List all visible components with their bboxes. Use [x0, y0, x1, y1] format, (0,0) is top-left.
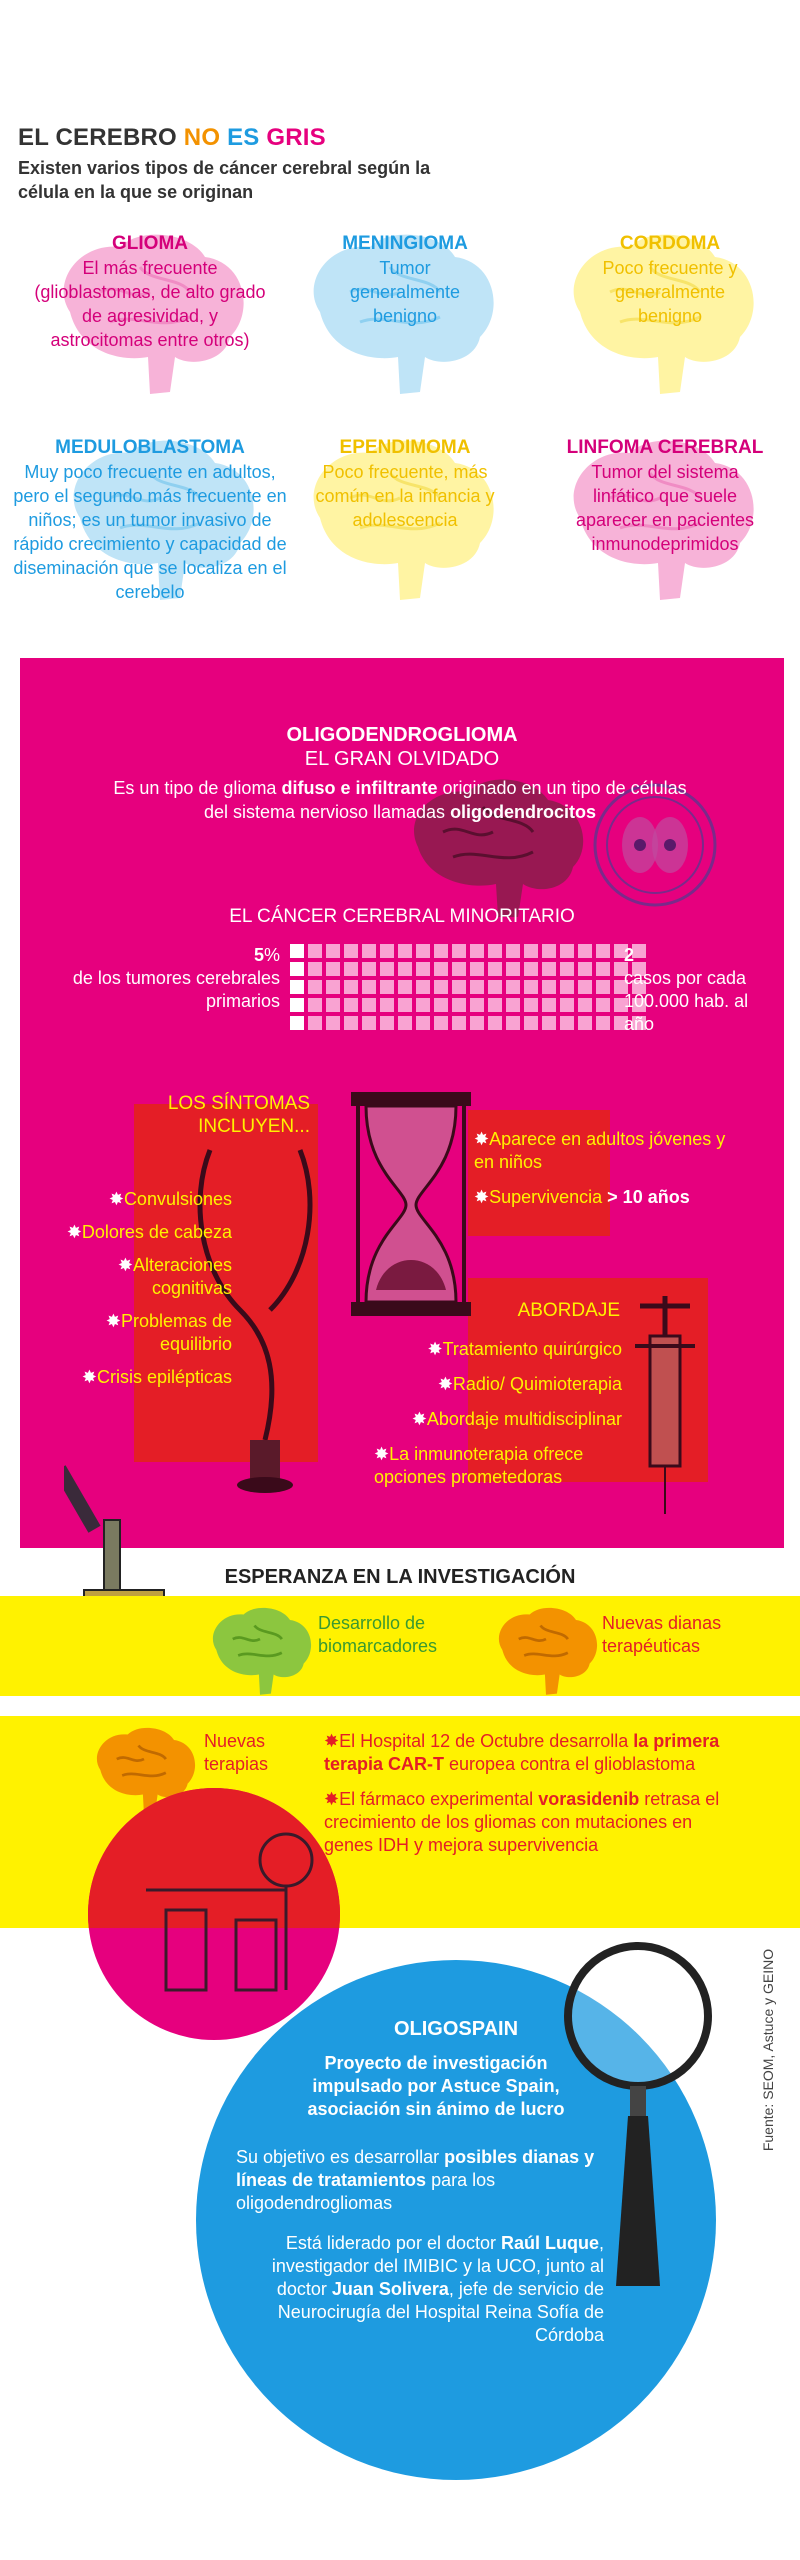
oligo-desc-b: difuso e infiltrante [281, 778, 438, 798]
waffle-square [596, 980, 610, 994]
waffle-square [344, 998, 358, 1012]
waffle-square [542, 944, 556, 958]
waffle-square [452, 962, 466, 976]
oligo-subtitle: EL GRAN OLVIDADO [304, 748, 500, 770]
oligo-description [100, 776, 700, 824]
waffle-square [506, 1016, 520, 1030]
brain-icon-green [200, 1600, 320, 1700]
therapies-text: Nuevas terapias [204, 1731, 269, 1774]
waffle-square [344, 962, 358, 976]
waffle-square [434, 998, 448, 1012]
brain-icon-orange-1 [486, 1600, 606, 1700]
waffle-square [524, 1016, 538, 1030]
treatment-item: ✸Abordaje multidisciplinar [411, 1409, 622, 1429]
waffle-square [398, 998, 412, 1012]
waffle-square [380, 998, 394, 1012]
rate-value: 2 [624, 945, 635, 965]
research-bullet: ✸El Hospital 12 de Octubre desarrolla la primera terapia CAR-T europea contra el glioblastoma [324, 1731, 720, 1774]
waffle-square [326, 962, 340, 976]
waffle-square [488, 1016, 502, 1030]
waffle-square [380, 980, 394, 994]
type-desc: Muy poco frecuente en adultos, pero el segundo más frecuente en niños; es un tumor invasivo de rápido crecimiento y capacidad de diseminación que se localiza en el cerebelo [13, 462, 287, 602]
lab-glassware-icon [136, 1820, 336, 2000]
targets-text: Nuevas dianas terapéuticas [602, 1613, 722, 1656]
waffle-chart [290, 944, 646, 1030]
waffle-square [542, 998, 556, 1012]
waffle-square [470, 1016, 484, 1030]
type-card-meningioma [300, 232, 510, 328]
waffle-square [380, 944, 394, 958]
treatment-heading: ABORDAJE [517, 1300, 620, 1321]
waffle-square [326, 944, 340, 958]
waffle-square [326, 998, 340, 1012]
waffle-square [308, 1016, 322, 1030]
waffle-square [470, 962, 484, 976]
type-name: MENINGIOMA [342, 233, 468, 254]
waffle-square [380, 1016, 394, 1030]
symptom-item: ✸Crisis epilépticas [81, 1367, 232, 1387]
waffle-square [596, 944, 610, 958]
waffle-square [452, 944, 466, 958]
waffle-square [362, 998, 376, 1012]
waffle-square [524, 998, 538, 1012]
waffle-square [488, 962, 502, 976]
waffle-square [488, 944, 502, 958]
waffle-square [434, 1016, 448, 1030]
type-card-glioma [30, 232, 270, 352]
waffle-square [506, 962, 520, 976]
waffle-square [596, 1016, 610, 1030]
waffle-square [524, 980, 538, 994]
fact-item: ✸Aparece en adultos jóvenes y en niños [474, 1129, 726, 1172]
type-name: CORDOMA [619, 233, 721, 254]
waffle-square [416, 980, 430, 994]
type-card-meduloblastoma [10, 436, 290, 604]
waffle-square [578, 962, 592, 976]
treatment-item: ✸La inmunoterapia ofrece opciones prometedoras [374, 1444, 584, 1487]
waffle-square [434, 944, 448, 958]
page-subtitle: Existen varios tipos de cáncer cerebral según la célula en la que se originan [18, 158, 431, 202]
waffle-square [398, 1016, 412, 1030]
symptom-item: ✸Alteraciones cognitivas [117, 1255, 232, 1298]
waffle-square [596, 998, 610, 1012]
research-heading: ESPERANZA EN LA INVESTIGACIÓN [224, 1566, 576, 1588]
title-part-2: NO [183, 124, 221, 151]
oligo-desc-c: originado en un tipo de células del sistema nervioso llamadas [203, 778, 687, 822]
waffle-square [398, 944, 412, 958]
waffle-square [560, 944, 574, 958]
oligospain-title: OLIGOSPAIN [393, 2018, 519, 2040]
waffle-square [578, 1016, 592, 1030]
symptom-item: ✸Convulsiones [108, 1189, 232, 1209]
waffle-square [506, 980, 520, 994]
waffle-square [578, 998, 592, 1012]
oligospain-lead: Proyecto de investigación impulsado por Astuce Spain, asociación sin ánimo de lucro [307, 2053, 565, 2119]
waffle-square [560, 1016, 574, 1030]
title-part-3: ES [220, 124, 267, 151]
waffle-square [488, 980, 502, 994]
waffle-square [470, 944, 484, 958]
waffle-square [362, 1016, 376, 1030]
waffle-square [344, 944, 358, 958]
type-desc: El más frecuente (glioblastomas, de alto grado de agresividad, y astrocitomas entre otros) [34, 258, 266, 350]
type-card-ependimoma [310, 436, 500, 532]
oligo-desc-d: oligodendrocitos [450, 802, 597, 822]
waffle-square [434, 962, 448, 976]
type-name: MEDULOBLASTOMA [55, 437, 245, 458]
research-bullets [324, 1730, 720, 1857]
stats-heading: EL CÁNCER CEREBRAL MINORITARIO [229, 906, 575, 927]
waffle-square [506, 944, 520, 958]
stat-rate [624, 944, 764, 1036]
symptoms-list [60, 1188, 232, 1389]
waffle-square-highlighted [290, 944, 304, 958]
waffle-square [344, 980, 358, 994]
waffle-square-highlighted [290, 998, 304, 1012]
rate-text: casos por cada 100.000 hab. al año [624, 968, 749, 1034]
waffle-square [596, 962, 610, 976]
waffle-square-highlighted [290, 1016, 304, 1030]
symptoms-heading: LOS SÍNTOMAS INCLUYEN... [167, 1093, 310, 1137]
oligospain-objective: Su objetivo es desarrollar posibles dianas y líneas de tratamientos para los oligodendrogliomas [236, 2147, 595, 2213]
waffle-square [542, 980, 556, 994]
type-desc: Poco frecuente y generalmente benigno [602, 258, 738, 326]
source-note: Fuente: SEOM, Astuce y GEINO [760, 1948, 776, 2152]
fact-item: ✸Supervivencia > 10 años [474, 1187, 690, 1207]
symptom-item: ✸Dolores de cabeza [66, 1222, 232, 1242]
symptom-item: ✸Problemas de equilibrio [105, 1311, 232, 1354]
waffle-square [470, 998, 484, 1012]
stat-percent [60, 944, 280, 1013]
waffle-square [326, 1016, 340, 1030]
waffle-square [542, 962, 556, 976]
waffle-square [398, 962, 412, 976]
waffle-square [416, 1016, 430, 1030]
waffle-square [542, 1016, 556, 1030]
waffle-square [434, 980, 448, 994]
waffle-square [524, 962, 538, 976]
type-desc: Poco frecuente, más común en la infancia y adolescencia [315, 462, 495, 530]
hourglass-icon [346, 1090, 476, 1320]
waffle-square [362, 962, 376, 976]
waffle-square-highlighted [290, 980, 304, 994]
oligo-desc-a: Es un tipo de glioma [113, 778, 282, 798]
pct-sign: % [263, 945, 280, 965]
research-bullet: ✸El fármaco experimental vorasidenib retrasa el crecimiento de los gliomas con mutaciones en genes IDH y mejora supervivencia [324, 1789, 720, 1855]
type-name: EPENDIMOMA [339, 437, 471, 458]
waffle-square [578, 980, 592, 994]
waffle-square [452, 1016, 466, 1030]
title-part-4: GRIS [266, 124, 326, 151]
type-desc: Tumor del sistema linfático que suele aparecer en pacientes inmunodeprimidos [575, 462, 755, 554]
waffle-square [416, 962, 430, 976]
waffle-square [362, 944, 376, 958]
syringe-icon [620, 1296, 710, 1516]
waffle-square [308, 962, 322, 976]
waffle-square [560, 962, 574, 976]
treatment-item: ✸Tratamiento quirúrgico [427, 1339, 622, 1359]
waffle-square [398, 980, 412, 994]
waffle-square [560, 998, 574, 1012]
waffle-square [452, 998, 466, 1012]
title-part-1: EL CEREBRO [18, 124, 184, 151]
treatment-list [370, 1338, 622, 1489]
waffle-square [308, 944, 322, 958]
type-desc: Tumor generalmente benigno [349, 258, 461, 326]
waffle-square [524, 944, 538, 958]
waffle-square [488, 998, 502, 1012]
waffle-square [308, 998, 322, 1012]
type-name: GLIOMA [112, 233, 188, 254]
pct-value: 5 [253, 945, 264, 965]
facts-list [474, 1128, 734, 1209]
waffle-square [506, 998, 520, 1012]
waffle-square [362, 980, 376, 994]
type-name: LINFOMA CEREBRAL [566, 437, 764, 458]
type-card-linfoma [548, 436, 782, 556]
waffle-square [560, 980, 574, 994]
oligospain-leaders: Está liderado por el doctor Raúl Luque, investigador del IMIBIC y la UCO, junto al doctor Juan Solivera, jefe de servicio de Neurocirugía del Hospital Reina Sofía de Córdoba [271, 2233, 604, 2345]
biomarkers-text: Desarrollo de biomarcadores [318, 1613, 438, 1656]
treatment-item: ✸Radio/ Quimioterapia [437, 1374, 622, 1394]
waffle-square [380, 962, 394, 976]
type-card-cordoma [560, 232, 780, 328]
waffle-square [416, 998, 430, 1012]
page-title [18, 124, 326, 152]
waffle-square [326, 980, 340, 994]
waffle-square-highlighted [290, 962, 304, 976]
oligo-title: OLIGODENDROGLIOMA [286, 724, 518, 746]
pct-text: de los tumores cerebrales primarios [72, 968, 280, 1011]
waffle-square [470, 980, 484, 994]
waffle-square [452, 980, 466, 994]
waffle-square [416, 944, 430, 958]
waffle-square [578, 944, 592, 958]
waffle-square [344, 1016, 358, 1030]
waffle-square [308, 980, 322, 994]
